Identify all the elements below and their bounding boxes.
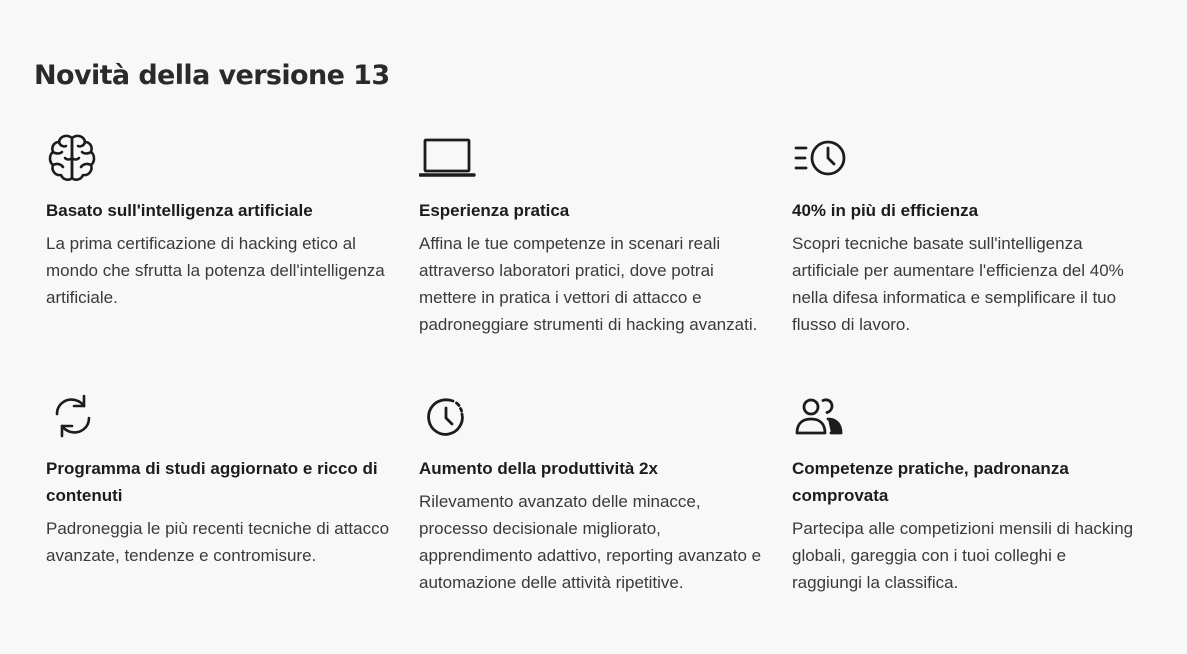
feature-title: Aumento della produttività 2x [419, 459, 658, 478]
feature-card-efficiency [792, 132, 1156, 390]
feature-card-practice [419, 132, 792, 390]
section-title: Novità della versione 13 [34, 60, 390, 91]
feature-title: Competenze pratiche, padronanza comprovata [792, 459, 1069, 505]
users-icon [792, 390, 852, 442]
feature-card-skills [792, 390, 1156, 630]
feature-title: Programma di studi aggiornato e ricco di contenuti [46, 459, 378, 505]
laptop-icon [419, 132, 479, 184]
feature-text: La prima certificazione di hacking etico al mondo che sfrutta la potenza dell'intelligenza artificiale. [46, 234, 385, 307]
feature-text: Partecipa alle competizioni mensili di hacking globali, gareggia con i tuoi colleghi e raggiungi la classifica. [792, 519, 1134, 592]
feature-text: Rilevamento avanzato delle minacce, processo decisionale migliorato, apprendimento adattivo, reporting avanzato e automazione delle attività ripetitive. [419, 492, 762, 592]
fast-clock-icon [792, 132, 852, 184]
feature-card-ai [46, 132, 419, 390]
features-grid [46, 132, 1156, 630]
refresh-icon [46, 390, 106, 442]
feature-text: Scopri tecniche basate sull'intelligenza artificiale per aumentare l'efficienza del 40% nella difesa informatica e semplificare il tuo flusso di lavoro. [792, 234, 1124, 334]
feature-text: Affina le tue competenze in scenari reali attraverso laboratori pratici, dove potrai mettere in pratica i vettori di attacco e padroneggiare strumenti di hacking avanzati. [419, 234, 758, 334]
feature-text: Padroneggia le più recenti tecniche di attacco avanzate, tendenze e contromisure. [46, 519, 390, 565]
clock-history-icon [419, 390, 479, 442]
brain-icon [46, 132, 106, 184]
feature-card-curriculum [46, 390, 419, 630]
feature-title: 40% in più di efficienza [792, 201, 979, 220]
feature-card-productivity [419, 390, 792, 630]
feature-title: Basato sull'intelligenza artificiale [46, 201, 313, 220]
feature-title: Esperienza pratica [419, 201, 570, 220]
